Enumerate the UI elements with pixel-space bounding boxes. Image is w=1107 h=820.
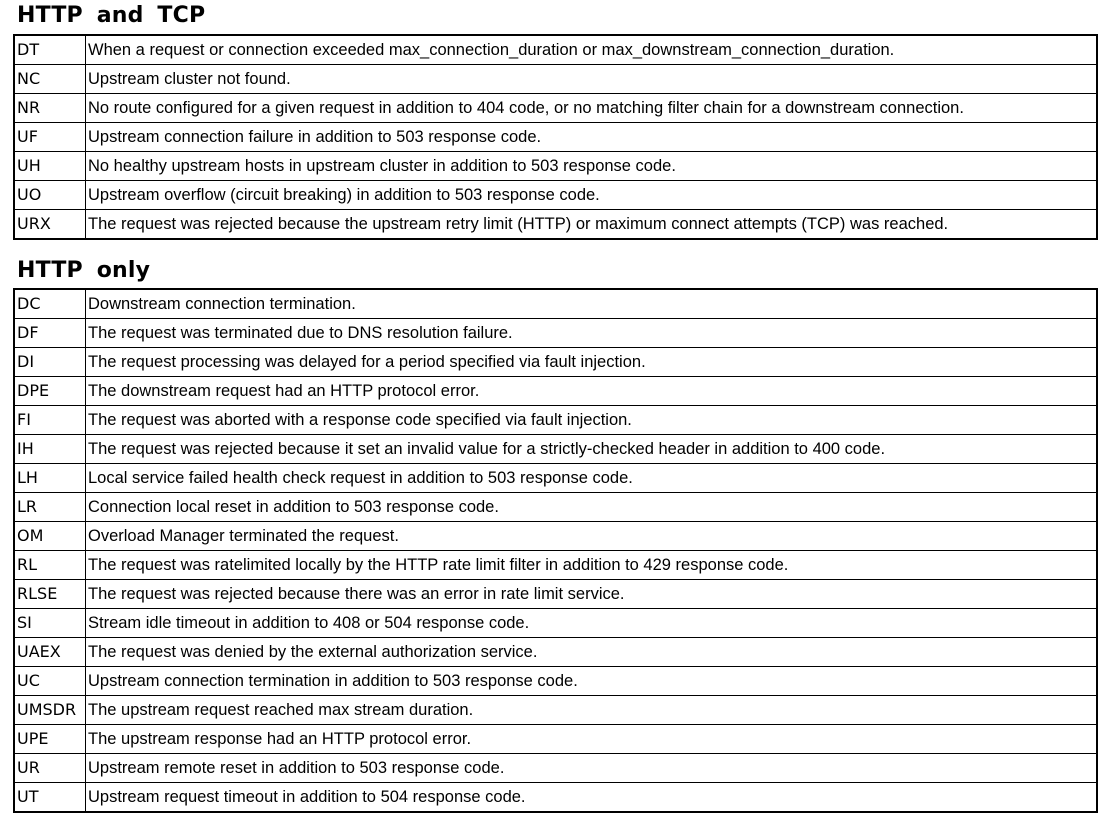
section-title-http-only: HTTP only [17, 258, 151, 283]
flag-code-cell: DPE [14, 377, 86, 406]
flag-code-cell: SI [14, 609, 86, 638]
flag-code-cell: UF [14, 123, 86, 152]
flag-description-cell: Upstream cluster not found. [86, 65, 1098, 94]
flag-description-cell: Upstream remote reset in addition to 503 response code. [86, 754, 1098, 783]
table-row [14, 181, 1097, 210]
flag-description-cell: The request was rejected because there was an error in rate limit service. [86, 580, 1098, 609]
table-row [14, 754, 1097, 783]
table-row [14, 35, 1097, 65]
table-row [14, 696, 1097, 725]
flag-description-cell: The request processing was delayed for a period specified via fault injection. [86, 348, 1098, 377]
flag-description-cell: Upstream request timeout in addition to 504 response code. [86, 783, 1098, 813]
table-row [14, 551, 1097, 580]
flag-description-cell: When a request or connection exceeded max_connection_duration or max_downstream_connection_duration. [86, 35, 1098, 65]
flag-code-cell: NC [14, 65, 86, 94]
flag-description-cell: The request was rejected because the upstream retry limit (HTTP) or maximum connect attempts (TCP) was reached. [86, 210, 1098, 240]
flag-code-cell: URX [14, 210, 86, 240]
flag-description-cell: Upstream overflow (circuit breaking) in addition to 503 response code. [86, 181, 1098, 210]
flag-description-cell: The downstream request had an HTTP protocol error. [86, 377, 1098, 406]
table-row [14, 319, 1097, 348]
table-row [14, 580, 1097, 609]
flag-code-cell: IH [14, 435, 86, 464]
flag-description-cell: Connection local reset in addition to 503 response code. [86, 493, 1098, 522]
flag-description-cell: The upstream request reached max stream duration. [86, 696, 1098, 725]
flag-description-cell: No healthy upstream hosts in upstream cluster in addition to 503 response code. [86, 152, 1098, 181]
flag-code-cell: DF [14, 319, 86, 348]
table-row [14, 289, 1097, 319]
table-row [14, 377, 1097, 406]
table-row [14, 609, 1097, 638]
flag-description-cell: The request was rejected because it set an invalid value for a strictly-checked header in addition to 400 code. [86, 435, 1098, 464]
flag-description-cell: The request was aborted with a response code specified via fault injection. [86, 406, 1098, 435]
flag-code-cell: UO [14, 181, 86, 210]
flag-code-cell: RL [14, 551, 86, 580]
table-row [14, 464, 1097, 493]
table-row [14, 152, 1097, 181]
flag-code-cell: FI [14, 406, 86, 435]
flag-description-cell: The request was terminated due to DNS resolution failure. [86, 319, 1098, 348]
flag-description-cell: Upstream connection failure in addition to 503 response code. [86, 123, 1098, 152]
table-row [14, 522, 1097, 551]
flag-description-cell: The request was denied by the external authorization service. [86, 638, 1098, 667]
flag-code-cell: DC [14, 289, 86, 319]
flag-code-cell: DI [14, 348, 86, 377]
flag-description-cell: The upstream response had an HTTP protocol error. [86, 725, 1098, 754]
table-row [14, 210, 1097, 240]
flag-description-cell: Downstream connection termination. [86, 289, 1098, 319]
flag-code-cell: UMSDR [14, 696, 86, 725]
flag-code-cell: LH [14, 464, 86, 493]
flag-code-cell: NR [14, 94, 86, 123]
flag-description-cell: No route configured for a given request in addition to 404 code, or no matching filter chain for a downstream connection. [86, 94, 1098, 123]
flag-code-cell: RLSE [14, 580, 86, 609]
flag-code-cell: UAEX [14, 638, 86, 667]
table-row [14, 123, 1097, 152]
flag-code-cell: DT [14, 35, 86, 65]
table-row [14, 493, 1097, 522]
table-row [14, 406, 1097, 435]
flag-code-cell: UR [14, 754, 86, 783]
table-row [14, 638, 1097, 667]
flag-code-cell: LR [14, 493, 86, 522]
flags-table-http-and-tcp [13, 34, 1098, 240]
table-row [14, 783, 1097, 813]
table-row [14, 65, 1097, 94]
section-title-http-and-tcp: HTTP and TCP [17, 3, 206, 28]
table-row [14, 94, 1097, 123]
table-row [14, 435, 1097, 464]
flag-code-cell: OM [14, 522, 86, 551]
flag-description-cell: Local service failed health check request in addition to 503 response code. [86, 464, 1098, 493]
flag-code-cell: UC [14, 667, 86, 696]
flags-table-http-only [13, 288, 1098, 813]
flag-description-cell: Overload Manager terminated the request. [86, 522, 1098, 551]
flag-description-cell: The request was ratelimited locally by the HTTP rate limit filter in addition to 429 response code. [86, 551, 1098, 580]
table-row [14, 667, 1097, 696]
flag-code-cell: UPE [14, 725, 86, 754]
flag-description-cell: Stream idle timeout in addition to 408 or 504 response code. [86, 609, 1098, 638]
flag-code-cell: UH [14, 152, 86, 181]
flag-description-cell: Upstream connection termination in addition to 503 response code. [86, 667, 1098, 696]
table-row [14, 725, 1097, 754]
table-row [14, 348, 1097, 377]
flag-code-cell: UT [14, 783, 86, 813]
